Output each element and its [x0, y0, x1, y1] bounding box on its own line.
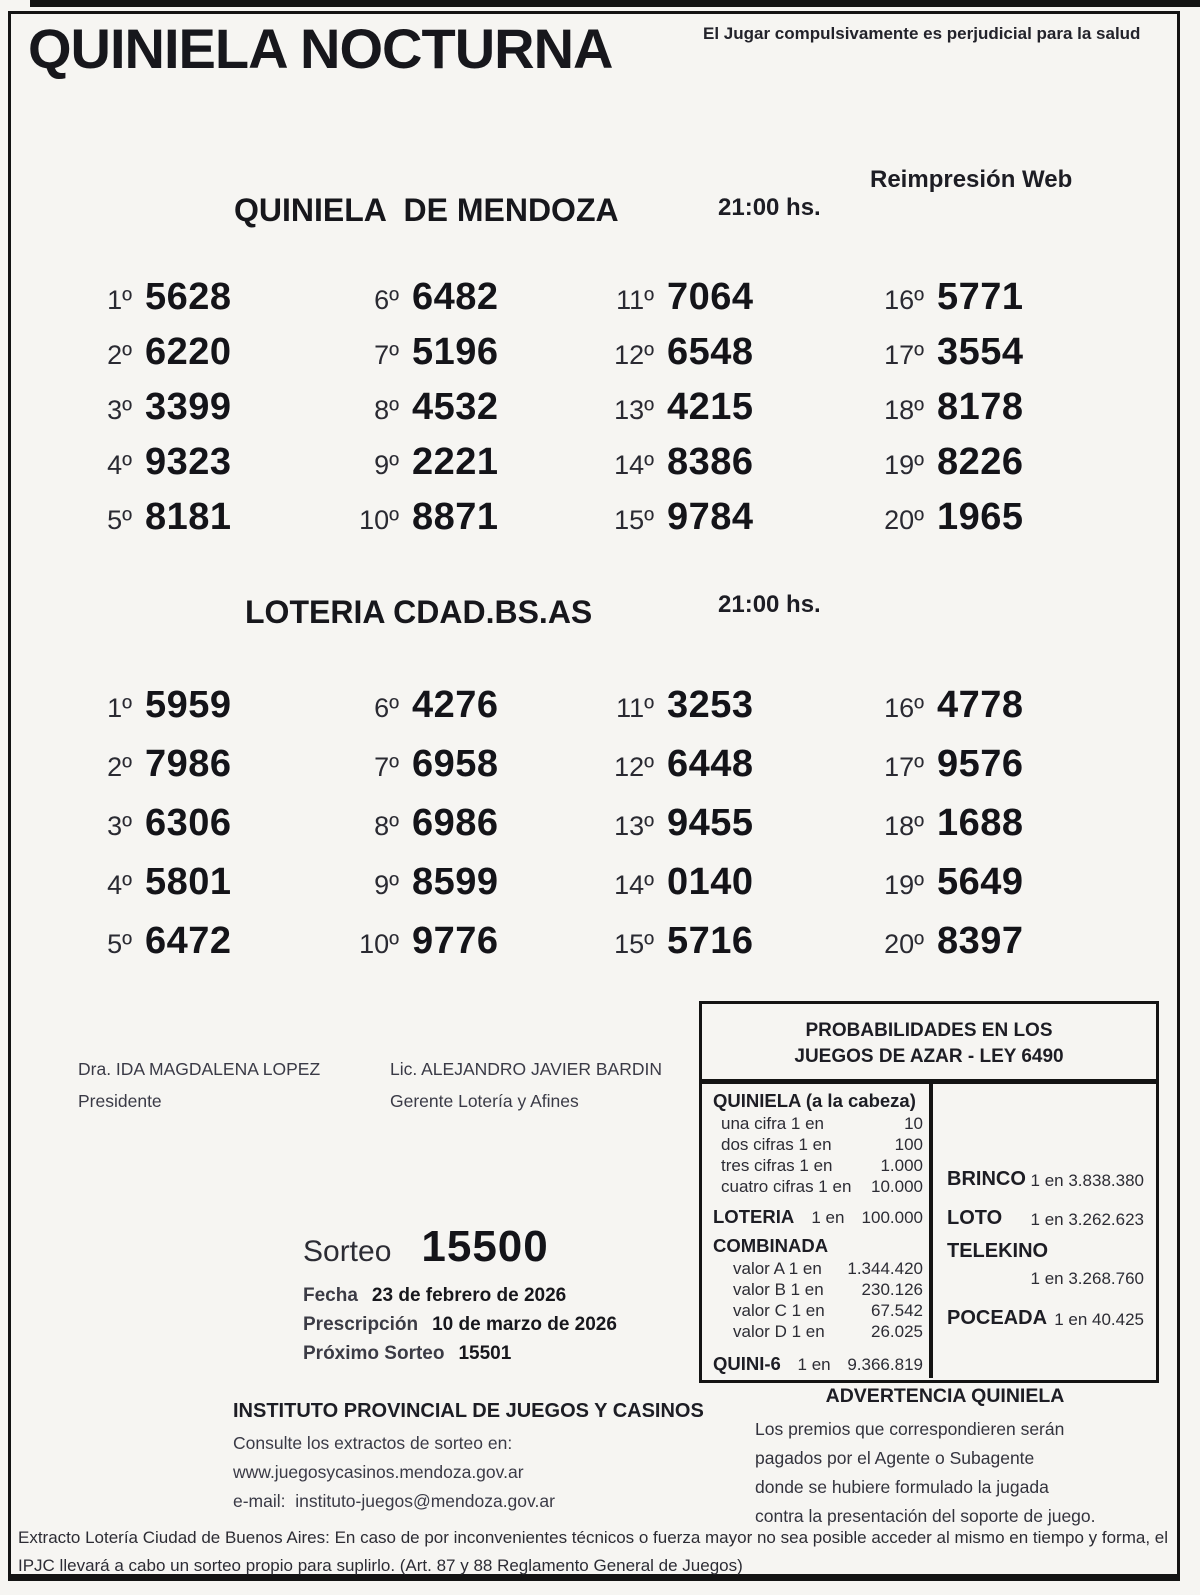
odds-value: 1.344.420: [847, 1259, 923, 1278]
result-position: 13º: [614, 811, 654, 841]
odds-label: tres cifras 1 en: [721, 1156, 833, 1175]
institute-block: [233, 1398, 704, 1516]
loteria-odds-mid: 1 en: [811, 1208, 845, 1227]
result-number: 8397: [937, 920, 1024, 962]
result-cell: [345, 386, 600, 429]
result-cell: [870, 684, 1100, 727]
odds-label: valor A 1 en: [733, 1259, 822, 1278]
result-number: 8178: [937, 386, 1024, 428]
draw-date-row: [303, 1281, 617, 1310]
combinada-odds-rows: [713, 1258, 923, 1342]
game-odds-value: 1 en 40.425: [1054, 1310, 1144, 1329]
result-position: 9º: [374, 870, 399, 900]
result-cell: [600, 386, 870, 429]
odds-label: una cifra 1 en: [721, 1114, 825, 1133]
result-cell: [870, 496, 1100, 539]
draw-date-label: Próximo Sorteo: [303, 1343, 445, 1364]
result-position: 14º: [614, 450, 654, 480]
result-position: 18º: [884, 811, 924, 841]
game-name: LOTO: [947, 1207, 1003, 1229]
result-position: 14º: [614, 870, 654, 900]
combinada-odds-header: COMBINADA: [713, 1235, 829, 1256]
probabilities-title-line1: PROBABILIDADES EN LOS: [805, 1020, 1053, 1041]
game-odds-row: [947, 1168, 1144, 1191]
probabilities-left-column: [702, 1084, 933, 1378]
result-number: 1688: [937, 802, 1024, 844]
game-name: POCEADA: [947, 1307, 1048, 1329]
officials-signatures: [78, 1058, 702, 1112]
result-number: 3399: [145, 386, 232, 428]
odds-row: [713, 1113, 923, 1134]
loteria-odds-value: 100.000: [861, 1208, 923, 1227]
odds-value: 10: [904, 1114, 923, 1133]
quiniela-warning-line: pagados por el Agente o Subagente: [755, 1448, 1035, 1468]
draw-info-block: [303, 1222, 617, 1368]
odds-row: [713, 1155, 923, 1176]
top-rule: [30, 0, 1200, 7]
quiniela-warning-lines: [727, 1415, 1163, 1531]
page-title: QUINIELA NOCTURNA: [28, 17, 613, 80]
odds-row: [713, 1134, 923, 1155]
result-number: 6548: [667, 331, 754, 373]
result-cell: [345, 802, 600, 845]
result-number: 9576: [937, 743, 1024, 785]
result-cell: [345, 861, 600, 904]
result-cell: [600, 802, 870, 845]
result-number: 6482: [412, 276, 499, 318]
health-warning: El Jugar compulsivamente es perjudicial para la salud: [703, 24, 1141, 43]
result-position: 10º: [359, 929, 399, 959]
result-number: 5716: [667, 920, 754, 962]
result-position: 6º: [374, 285, 399, 315]
institute-line: www.juegosycasinos.mendoza.gov.ar: [233, 1462, 524, 1482]
result-position: 1º: [107, 285, 132, 315]
result-number: 9323: [145, 441, 232, 483]
result-number: 6986: [412, 802, 499, 844]
result-cell: [78, 861, 345, 904]
draw-number-row: [303, 1222, 617, 1272]
loteria-odds-row: [713, 1205, 923, 1230]
result-cell: [870, 276, 1100, 319]
result-cell: [870, 386, 1100, 429]
draw-date-row: [303, 1310, 617, 1339]
quiniela-odds-header: QUINIELA (a la cabeza): [713, 1090, 916, 1111]
odds-label: valor D 1 en: [733, 1322, 825, 1341]
odds-row: [713, 1279, 923, 1300]
draw-date-label: Fecha: [303, 1285, 358, 1306]
odds-label: cuatro cifras 1 en: [721, 1177, 852, 1196]
result-number: 8181: [145, 496, 232, 538]
result-position: 19º: [884, 870, 924, 900]
quiniela-warning-box: [727, 1385, 1163, 1531]
result-number: 4778: [937, 684, 1024, 726]
result-number: 6448: [667, 743, 754, 785]
result-position: 5º: [107, 929, 132, 959]
result-cell: [78, 920, 345, 963]
result-cell: [870, 861, 1100, 904]
game-name: BRINCO: [947, 1168, 1026, 1190]
reprint-label: Reimpresión Web: [870, 166, 1073, 193]
draw-date-label: Prescripción: [303, 1314, 419, 1335]
result-position: 12º: [614, 340, 654, 370]
result-position: 7º: [374, 340, 399, 370]
result-position: 20º: [884, 929, 924, 959]
odds-value: 67.542: [871, 1301, 923, 1320]
result-cell: [345, 684, 600, 727]
result-number: 9784: [667, 496, 754, 538]
official-name: Dra. IDA MAGDALENA LOPEZ: [78, 1059, 321, 1079]
result-position: 5º: [107, 505, 132, 535]
game-odds-row: [947, 1307, 1144, 1330]
official: [390, 1058, 702, 1112]
result-cell: [78, 802, 345, 845]
result-number: 5628: [145, 276, 232, 318]
probabilities-title-line2: JUEGOS DE AZAR - LEY 6490: [794, 1046, 1064, 1067]
result-cell: [600, 441, 870, 484]
probabilities-body: [702, 1084, 1156, 1378]
official: [78, 1058, 390, 1112]
result-position: 2º: [107, 752, 132, 782]
result-number: 5959: [145, 684, 232, 726]
draw-dates: [303, 1281, 617, 1368]
odds-row: [713, 1300, 923, 1321]
result-position: 11º: [616, 285, 654, 315]
result-position: 15º: [614, 929, 654, 959]
quiniela-warning-line: contra la presentación del soporte de juego.: [755, 1506, 1096, 1526]
result-cell: [78, 386, 345, 429]
odds-value: 230.126: [861, 1280, 923, 1299]
official-name: Lic. ALEJANDRO JAVIER BARDIN: [390, 1059, 662, 1079]
odds-value: 100: [894, 1135, 923, 1154]
odds-label: dos cifras 1 en: [721, 1135, 832, 1154]
institute-lines: [233, 1429, 704, 1516]
result-number: 0140: [667, 861, 754, 903]
result-cell: [345, 441, 600, 484]
result-cell: [870, 920, 1100, 963]
odds-label: valor C 1 en: [733, 1301, 825, 1320]
result-number: 5196: [412, 331, 499, 373]
result-cell: [78, 331, 345, 374]
game-name: TELEKINO: [947, 1240, 1049, 1262]
result-position: 6º: [374, 693, 399, 723]
result-cell: [600, 743, 870, 786]
result-position: 18º: [884, 395, 924, 425]
result-position: 12º: [614, 752, 654, 782]
result-number: 7064: [667, 276, 754, 318]
odds-label: valor B 1 en: [733, 1280, 824, 1299]
bsas-draw-title: LOTERIA CDAD.BS.AS: [245, 594, 593, 630]
odds-value: 1.000: [880, 1156, 923, 1175]
result-number: 6958: [412, 743, 499, 785]
result-position: 17º: [884, 752, 924, 782]
game-odds-value: 1 en 3.268.760: [1030, 1269, 1144, 1288]
result-cell: [870, 802, 1100, 845]
institute-name: INSTITUTO PROVINCIAL DE JUEGOS Y CASINOS: [233, 1400, 704, 1422]
result-cell: [870, 441, 1100, 484]
result-position: 2º: [107, 340, 132, 370]
game-odds-value: 1 en 3.838.380: [1030, 1171, 1144, 1190]
draw-date-value: 10 de marzo de 2026: [432, 1314, 617, 1335]
result-position: 4º: [107, 450, 132, 480]
result-position: 8º: [374, 395, 399, 425]
mendoza-draw-time: 21:00 hs.: [718, 194, 821, 221]
result-position: 1º: [107, 693, 132, 723]
result-cell: [78, 743, 345, 786]
result-cell: [870, 743, 1100, 786]
result-cell: [600, 496, 870, 539]
result-position: 17º: [884, 340, 924, 370]
draw-date-value: 15501: [458, 1343, 512, 1364]
result-cell: [600, 331, 870, 374]
result-number: 6220: [145, 331, 232, 373]
result-cell: [600, 861, 870, 904]
result-position: 20º: [884, 505, 924, 535]
result-number: 3554: [937, 331, 1024, 373]
bsas-results-grid: [78, 676, 1100, 971]
result-number: 6306: [145, 802, 232, 844]
result-cell: [600, 684, 870, 727]
probabilities-title: [702, 1004, 1156, 1084]
result-position: 7º: [374, 752, 399, 782]
result-cell: [78, 441, 345, 484]
odds-value: 26.025: [871, 1322, 923, 1341]
probabilities-box: [699, 1001, 1159, 1383]
loteria-odds-label: LOTERIA: [713, 1206, 795, 1227]
probabilities-right-column: [933, 1084, 1156, 1378]
institute-line: Consulte los extractos de sorteo en:: [233, 1433, 513, 1453]
result-number: 5649: [937, 861, 1024, 903]
result-position: 19º: [884, 450, 924, 480]
result-number: 4532: [412, 386, 499, 428]
quiniela-warning-line: donde se hubiere formulado la jugada: [755, 1477, 1049, 1497]
result-number: 5801: [145, 861, 232, 903]
quiniela-warning-line: Los premios que correspondieren serán: [755, 1419, 1065, 1439]
result-position: 3º: [107, 811, 132, 841]
quiniela-odds-rows: [713, 1113, 923, 1197]
result-number: 8871: [412, 496, 499, 538]
result-position: 9º: [374, 450, 399, 480]
odds-row: [713, 1258, 923, 1279]
result-cell: [345, 496, 600, 539]
result-number: 9776: [412, 920, 499, 962]
game-odds-row: [947, 1240, 1144, 1289]
result-position: 16º: [884, 285, 924, 315]
mendoza-draw-title: QUINIELA DE MENDOZA: [234, 192, 619, 228]
result-position: 10º: [359, 505, 399, 535]
result-cell: [78, 496, 345, 539]
game-odds-value: 1 en 3.262.623: [1030, 1210, 1144, 1229]
result-number: 7986: [145, 743, 232, 785]
institute-line: e-mail: instituto-juegos@mendoza.gov.ar: [233, 1491, 555, 1511]
bsas-draw-time: 21:00 hs.: [718, 591, 821, 618]
result-position: 15º: [614, 505, 654, 535]
result-number: 9455: [667, 802, 754, 844]
result-position: 13º: [614, 395, 654, 425]
result-position: 16º: [884, 693, 924, 723]
result-cell: [345, 920, 600, 963]
result-cell: [345, 331, 600, 374]
result-number: 8599: [412, 861, 499, 903]
draw-number-label: Sorteo: [303, 1235, 392, 1268]
result-number: 8226: [937, 441, 1024, 483]
odds-row: [713, 1321, 923, 1342]
result-number: 3253: [667, 684, 754, 726]
result-number: 1965: [937, 496, 1024, 538]
draw-number-value: 15500: [421, 1222, 549, 1271]
game-odds-row: [947, 1207, 1144, 1230]
result-position: 8º: [374, 811, 399, 841]
quini6-odds-mid: 1 en: [797, 1355, 831, 1374]
quini6-odds-label: QUINI-6: [713, 1353, 781, 1374]
result-cell: [600, 276, 870, 319]
result-number: 4215: [667, 386, 754, 428]
result-cell: [345, 276, 600, 319]
result-number: 5771: [937, 276, 1024, 318]
quini6-odds-value: 9.366.819: [847, 1355, 923, 1374]
draw-date-value: 23 de febrero de 2026: [371, 1285, 567, 1306]
official-role: Presidente: [78, 1091, 162, 1111]
result-cell: [600, 920, 870, 963]
result-position: 4º: [107, 870, 132, 900]
odds-row: [713, 1176, 923, 1197]
result-position: 3º: [107, 395, 132, 425]
result-position: 11º: [616, 693, 654, 723]
result-cell: [78, 276, 345, 319]
result-cell: [78, 684, 345, 727]
result-number: 2221: [412, 441, 499, 483]
quini6-odds-row: [713, 1352, 923, 1377]
mendoza-results-grid: [78, 270, 1100, 545]
official-role: Gerente Lotería y Afines: [390, 1091, 579, 1111]
result-number: 6472: [145, 920, 232, 962]
result-number: 4276: [412, 684, 499, 726]
result-cell: [345, 743, 600, 786]
draw-date-row: [303, 1339, 617, 1368]
result-cell: [870, 331, 1100, 374]
quiniela-warning-title: ADVERTENCIA QUINIELA: [825, 1385, 1065, 1407]
result-number: 8386: [667, 441, 754, 483]
odds-value: 10.000: [871, 1177, 923, 1196]
footer-note: Extracto Lotería Ciudad de Buenos Aires: En caso de por inconvenientes técnicos o fuerza mayor no sea posible acceder al mismo en tiempo y forma, el IPJC llevará a cabo un sorteo propio para suplirlo. (Art. 87 y 88 Reglamento General de Juegos): [18, 1528, 1169, 1575]
